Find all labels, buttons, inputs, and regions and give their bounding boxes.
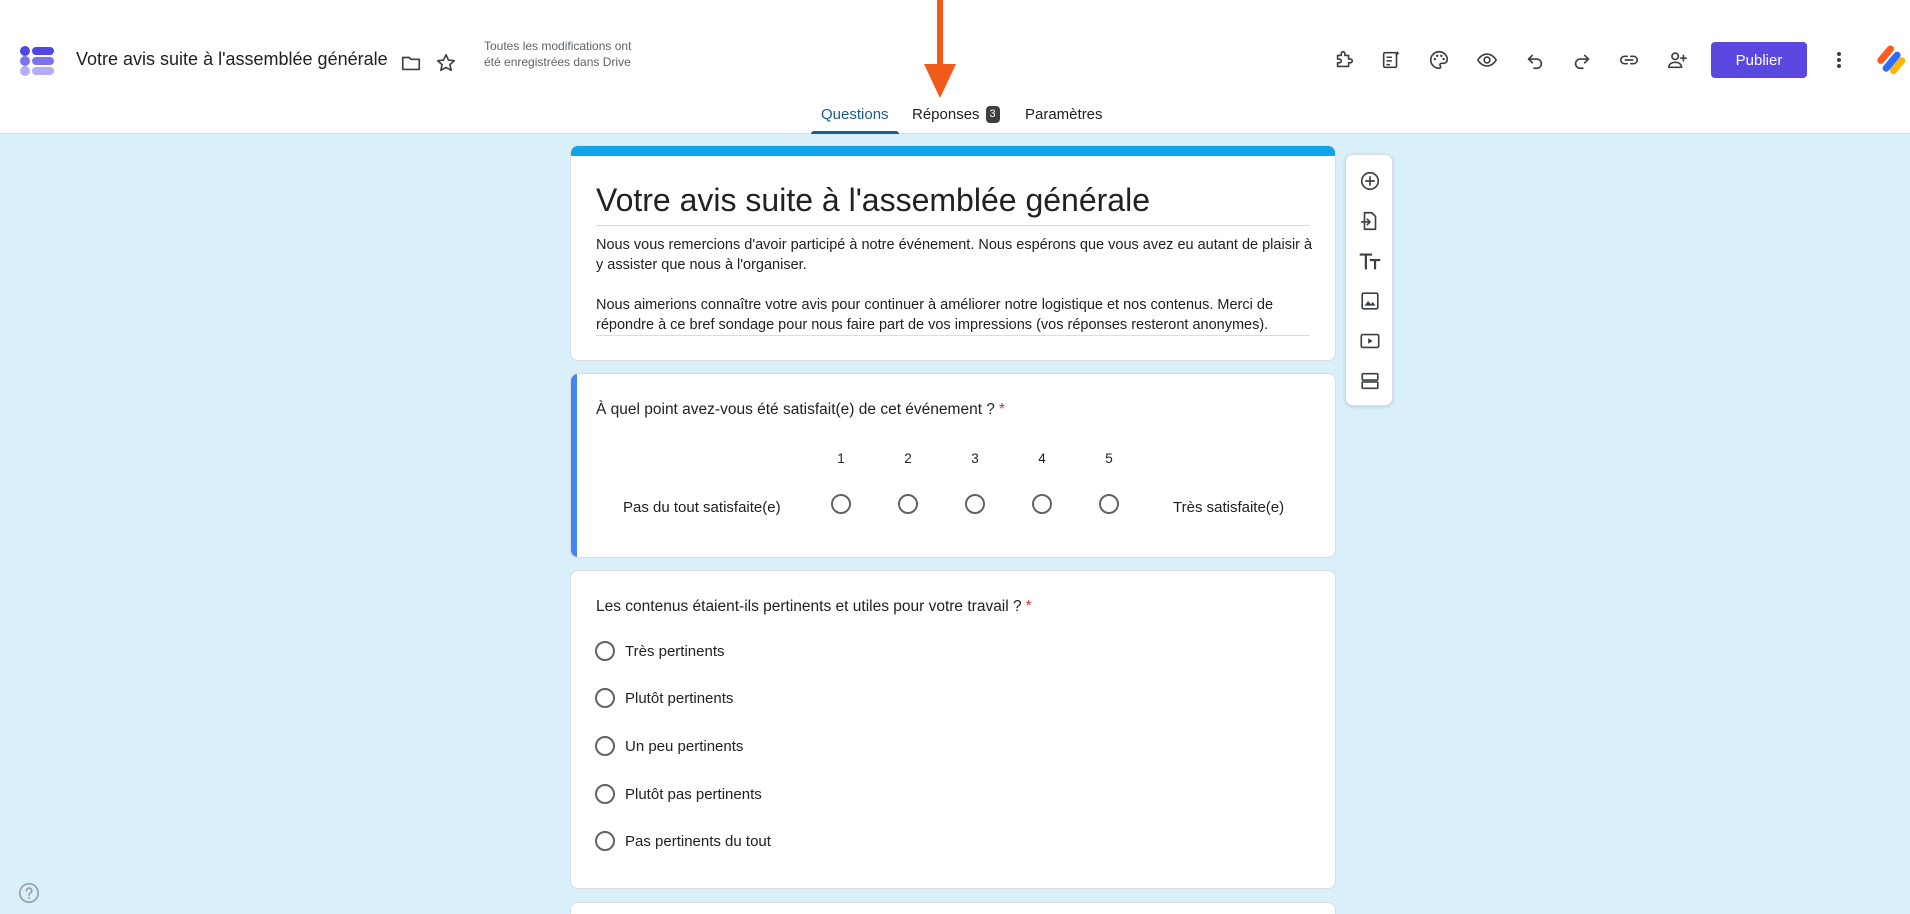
option-radio[interactable] — [595, 641, 615, 661]
more-icon[interactable] — [1827, 46, 1851, 74]
question-card-next[interactable] — [570, 902, 1336, 914]
description-paragraph: Nous vous remercions d'avoir participé à notre événement. Nous espérons que vous avez eu autant de plaisir à y assister que nous à l'organiser. — [596, 237, 1313, 273]
form-header-card[interactable] — [570, 145, 1336, 361]
import-questions-icon[interactable] — [1357, 208, 1383, 234]
scale-radio-5[interactable] — [1099, 494, 1119, 514]
option-label: Très pertinents — [625, 642, 725, 660]
description-paragraph: Nous aimerions connaître votre avis pour continuer à améliorer notre logistique et nos contenus. Merci de répondre à ce bref sondage pour nous faire part de vos impressions (vos réponses resteront anonymes). — [596, 297, 1274, 333]
redo-icon[interactable] — [1568, 46, 1596, 74]
undo-icon[interactable] — [1521, 46, 1549, 74]
scale-number: 1 — [837, 451, 845, 466]
title-text-icon[interactable] — [1357, 248, 1383, 274]
scale-number: 5 — [1105, 451, 1113, 466]
option-label: Plutôt pas pertinents — [625, 785, 762, 803]
help-icon[interactable] — [18, 882, 40, 904]
option-label: Plutôt pertinents — [625, 689, 734, 707]
palette-icon[interactable] — [1425, 46, 1453, 74]
video-icon[interactable] — [1357, 328, 1383, 354]
scale-radio-2[interactable] — [898, 494, 918, 514]
question-title: À quel point avez-vous été satisfait(e) de cet événement ? * — [596, 401, 1005, 418]
choice-option[interactable] — [595, 639, 725, 663]
side-toolbar — [1345, 154, 1393, 406]
image-icon[interactable] — [1357, 288, 1383, 314]
option-radio[interactable] — [595, 688, 615, 708]
scale-number: 4 — [1038, 451, 1046, 466]
ai-icon[interactable] — [1377, 46, 1405, 74]
tab-settings[interactable]: Paramètres — [1025, 106, 1103, 123]
add-collaborator-icon[interactable] — [1663, 46, 1691, 74]
option-radio[interactable] — [595, 736, 615, 756]
choice-option[interactable] — [595, 734, 743, 758]
document-title[interactable]: Votre avis suite à l'assemblée générale — [76, 49, 388, 69]
tab-bar — [0, 100, 1910, 134]
option-radio[interactable] — [595, 784, 615, 804]
question-card-satisfaction[interactable] — [570, 373, 1336, 558]
folder-icon[interactable] — [397, 49, 425, 77]
link-icon[interactable] — [1615, 46, 1643, 74]
addon-icon[interactable] — [1330, 46, 1358, 74]
form-title[interactable]: Votre avis suite à l'assemblée générale — [596, 182, 1150, 218]
option-label: Pas pertinents du tout — [625, 832, 771, 850]
preview-icon[interactable] — [1473, 46, 1501, 74]
scale-radio-3[interactable] — [965, 494, 985, 514]
tab-responses[interactable]: Réponses 3 — [912, 106, 1000, 134]
scale-low-label: Pas du tout satisfaite(e) — [623, 499, 781, 516]
description-underline — [596, 335, 1310, 336]
scale-radio-1[interactable] — [831, 494, 851, 514]
form-description[interactable] — [596, 235, 1318, 335]
annotation-arrow — [920, 0, 960, 100]
required-marker: * — [1025, 598, 1032, 615]
forms-logo-icon[interactable] — [18, 44, 56, 78]
choice-option[interactable] — [595, 782, 762, 806]
save-status: Toutes les modifications ont été enregistrées dans Drive — [484, 39, 632, 69]
required-marker: * — [998, 401, 1005, 418]
choice-option[interactable] — [595, 829, 771, 853]
brand-logo-icon[interactable] — [1874, 42, 1908, 78]
scale-number: 2 — [904, 451, 912, 466]
add-question-icon[interactable] — [1357, 168, 1383, 194]
option-radio[interactable] — [595, 831, 615, 851]
scale-radio-4[interactable] — [1032, 494, 1052, 514]
scale-high-label: Très satisfaite(e) — [1173, 499, 1285, 516]
option-label: Un peu pertinents — [625, 737, 744, 755]
publish-button[interactable]: Publier — [1711, 42, 1807, 78]
section-icon[interactable] — [1357, 368, 1383, 394]
question-title: Les contenus étaient-ils pertinents et utiles pour votre travail ? * — [596, 598, 1032, 615]
title-underline — [596, 225, 1310, 226]
choice-option[interactable] — [595, 686, 733, 710]
responses-count-badge: 3 — [986, 106, 1000, 123]
tab-questions[interactable]: Questions — [821, 106, 889, 134]
question-card-relevance[interactable] — [570, 570, 1336, 889]
scale-number: 3 — [971, 451, 979, 466]
star-icon[interactable] — [432, 49, 460, 77]
